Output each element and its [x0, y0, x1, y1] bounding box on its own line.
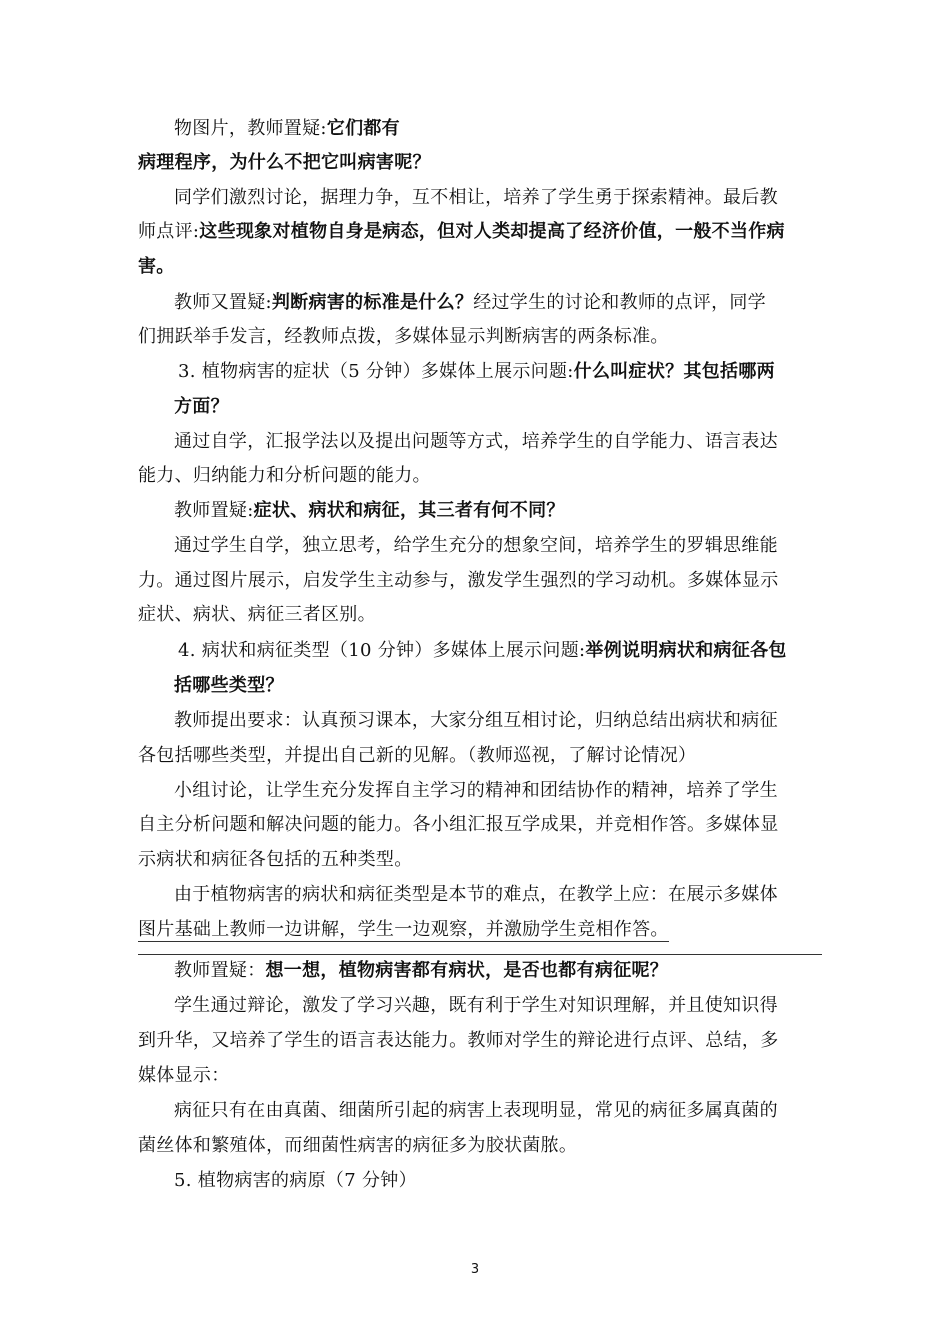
- page-number: 3: [470, 1262, 480, 1277]
- text-line: 害。: [138, 256, 175, 277]
- text-line: 示病状和病征各包括的五种类型。: [138, 849, 413, 870]
- text-line: 们拥跃举手发言，经教师点拨，多媒体显示判断病害的两条标准。: [138, 326, 669, 347]
- text-line: 物图片，教师置疑:它们都有: [174, 118, 400, 139]
- text-line: 教师置疑：想一想，植物病害都有病状，是否也都有病征呢？: [174, 960, 669, 981]
- text-line: 教师置疑:症状、病状和病征，其三者有何不同？: [174, 500, 565, 521]
- text-line: 病征只有在由真菌、细菌所引起的病害上表现明显，常见的病征多属真菌的: [174, 1100, 778, 1121]
- text-line: 括哪些类型？: [174, 675, 284, 696]
- text-line: 病理程序，为什么不把它叫病害呢？: [138, 152, 431, 173]
- text-line: 症状、病状、病征三者区别。: [138, 604, 376, 625]
- text-line: 师点评:这些现象对植物自身是病态，但对人类却提高了经济价值，一般不当作病: [138, 221, 785, 242]
- section-heading: 5. 植物病害的病原（7 分钟）: [174, 1170, 417, 1191]
- text-line: 教师提出要求：认真预习课本，大家分组互相讨论，归纳总结出病状和病征: [174, 710, 778, 731]
- text-line: 自主分析问题和解决问题的能力。各小组汇报互学成果，并竞相作答。多媒体显: [138, 814, 779, 835]
- text-line: 由于植物病害的病状和病征类型是本节的难点，在教学上应：在展示多媒体: [174, 884, 778, 905]
- section-heading: 3. 植物病害的症状（5 分钟）多媒体上展示问题:什么叫症状？其包括哪两: [178, 361, 775, 382]
- text-line: 菌丝体和繁殖体，而细菌性病害的病征多为胶状菌脓。: [138, 1135, 578, 1156]
- text-line: 小组讨论，让学生充分发挥自主学习的精神和团结协作的精神，培养了学生: [174, 780, 778, 801]
- text-line: 能力、归纳能力和分析问题的能力。: [138, 465, 431, 486]
- text-line: 到升华，又培养了学生的语言表达能力。教师对学生的辩论进行点评、总结，多: [138, 1030, 779, 1051]
- section-heading: 4. 病状和病征类型（10 分钟）多媒体上展示问题:举例说明病状和病征各包: [178, 640, 787, 661]
- text-line: 各包括哪些类型，并提出自己新的见解。（教师巡视，了解讨论情况）: [138, 745, 697, 766]
- text-line: 同学们激烈讨论，据理力争，互不相让，培养了学生勇于探索精神。最后教: [174, 187, 778, 208]
- text-line: 教师又置疑:判断病害的标准是什么？经过学生的讨论和教师的点评，同学: [174, 292, 766, 313]
- text-line: 学生通过辩论，激发了学习兴趣，既有利于学生对知识理解，并且使知识得: [174, 995, 778, 1016]
- text-line: 方面？: [174, 396, 229, 417]
- text-line: 媒体显示：: [138, 1065, 230, 1086]
- text-line: 通过学生自学，独立思考，给学生充分的想象空间，培养学生的罗辑思维能: [174, 535, 778, 556]
- text-line: 通过自学，汇报学法以及提出问题等方式，培养学生的自学能力、语言表达: [174, 431, 778, 452]
- text-line: 力。通过图片展示，启发学生主动参与，激发学生强烈的学习动机。多媒体显示: [138, 570, 779, 591]
- text-line: 图片基础上教师一边讲解，学生一边观察，并激励学生竞相作答。: [138, 919, 669, 940]
- page-rule: [138, 954, 822, 955]
